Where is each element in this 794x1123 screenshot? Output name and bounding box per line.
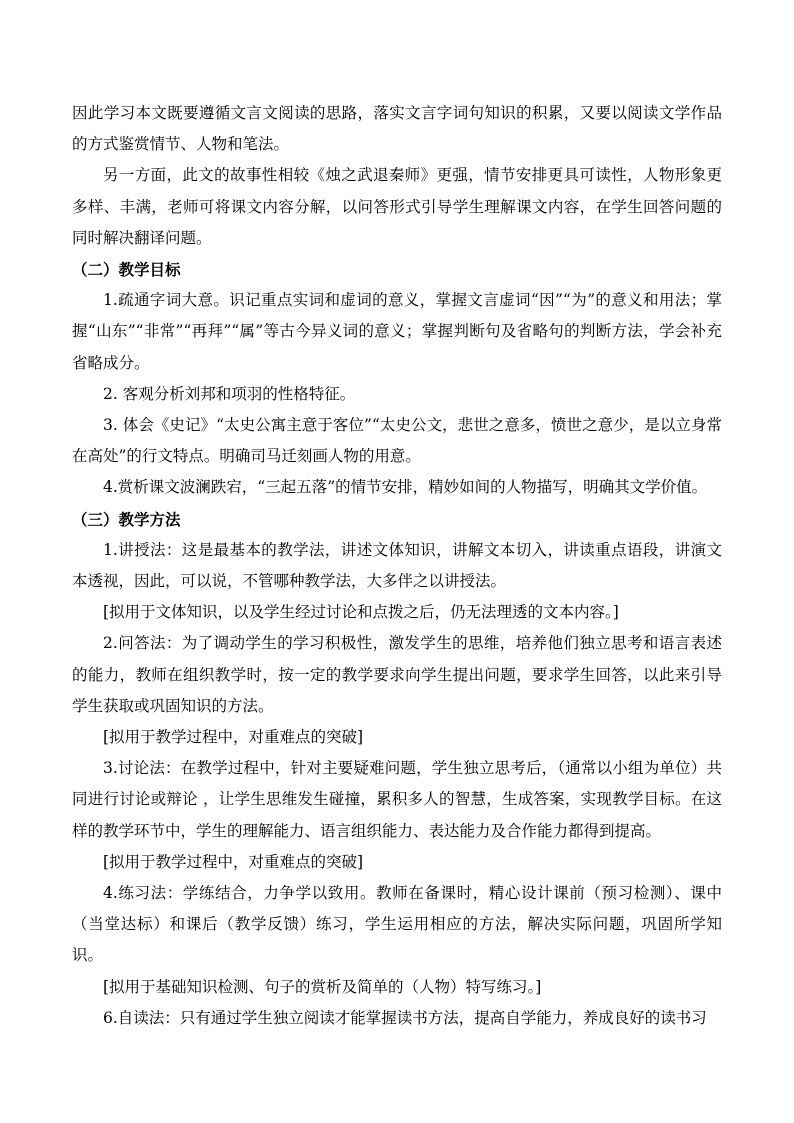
paragraph: 另一方面，此文的故事性相较《烛之武退秦师》更强，情节安排更具可读性，人物形象更多样、丰满，老师可将课文内容分解，以问答形式引导学生理解课文内容，在学生回答问题的同时解决翻译问题。	[72, 166, 722, 247]
paragraph: [拟用于基础知识检测、句子的赏析及简单的（人物）特写练习。]	[103, 977, 542, 996]
paragraph: 因此学习本文既要遵循文言文阅读的思路，落实文言字词句知识的积累，又要以阅读文学作品的方式鉴赏情节、人物和笔法。	[72, 104, 722, 154]
section-heading: （三）教学方法	[72, 509, 181, 529]
paragraph: 6.自读法：只有通过学生独立阅读才能掌握读书方法，提高自学能力，养成良好的读书习	[103, 1008, 707, 1027]
paragraph: [拟用于教学过程中，对重难点的突破]	[103, 728, 364, 747]
paragraph: [拟用于教学过程中，对重难点的突破]	[103, 852, 364, 871]
section-heading: （二）教学目标	[72, 260, 181, 280]
paragraph: 4.赏析课文波澜跌宕，“三起五落”的情节安排，精妙如间的人物描写，明确其文学价值。	[103, 478, 708, 497]
paragraph: 2. 客观分析刘邦和项羽的性格特征。	[103, 384, 356, 403]
paragraph: 1.疏通字词大意。识记重点实词和虚词的意义，掌握文言虚词“因”“为”的意义和用法；掌握“山东”“非常”“再拜”“属”等古今异义词的意义；掌握判断句及省略句的判断方法，学会补充省略成分。	[72, 291, 722, 372]
document-body	[72, 98, 722, 1034]
paragraph: [拟用于文体知识，以及学生经过讨论和点拨之后，仍无法理透的文本内容。]	[103, 603, 619, 622]
paragraph: 3. 体会《史记》“太史公寓主意于客位”“太史公文，悲世之意多，愤世之意少，是以立身常在高处”的行文特点。明确司马迁刻画人物的用意。	[72, 416, 722, 466]
paragraph: 4.练习法：学练结合，力争学以致用。教师在备课时，精心设计课前（预习检测）、课中（当堂达标）和课后（教学反馈）练习，学生运用相应的方法，解决实际问题，巩固所学知识。	[72, 884, 722, 965]
paragraph: 2.问答法：为了调动学生的学习积极性，激发学生的思维，培养他们独立思考和语言表述的能力，教师在组织教学时，按一定的教学要求向学生提出问题，要求学生回答，以此来引导学生获取或巩固知识的方法。	[72, 634, 722, 715]
paragraph: 3.讨论法：在教学过程中，针对主要疑难问题，学生独立思考后，（通常以小组为单位）共同进行讨论或辩论 ，让学生思维发生碰撞，累积多人的智慧，生成答案，实现教学目标。在这样的教学环节中，学生的理解能力、语言组织能力、表达能力及合作能力都得到提高。	[72, 759, 722, 840]
paragraph: 1.讲授法：这是最基本的教学法，讲述文体知识，讲解文本切入，讲读重点语段，讲演文本透视，因此，可以说，不管哪种教学法，大多伴之以讲授法。	[72, 540, 722, 591]
